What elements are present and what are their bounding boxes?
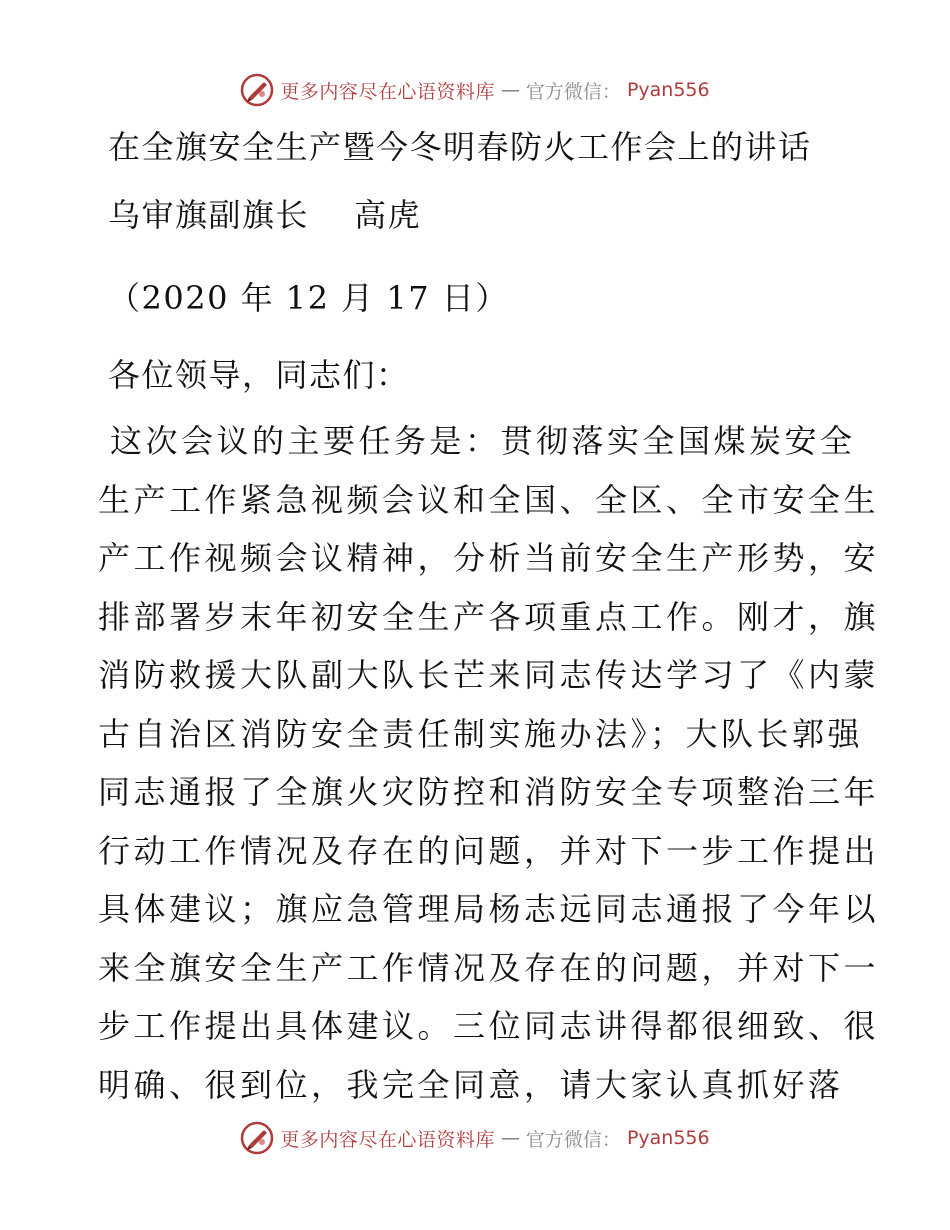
paragraph-line: 古自治区消防安全责任制实施办法》；大队长郭强 bbox=[98, 714, 864, 753]
watermark-account: Pyan556 bbox=[626, 1127, 710, 1149]
paragraph-line: 明确、很到位，我完全同意，请大家认真抓好落 bbox=[98, 1065, 844, 1104]
paragraph-line: 步工作提出具体建议。三位同志讲得都很细致、很 bbox=[98, 1007, 880, 1045]
watermark-main-text: 更多内容尽在心语资料库 bbox=[280, 80, 495, 103]
paragraph-line: 同志通报了全旗火灾防控和消防安全专项整治三年 bbox=[98, 773, 880, 811]
document-date: （2020 年 12 月 17 日） bbox=[108, 279, 509, 317]
paragraph-line: 来全旗安全生产工作情况及存在的问题，并对下一 bbox=[98, 948, 880, 987]
logo-icon bbox=[240, 73, 274, 107]
document-greeting: 各位领导，同志们： bbox=[108, 356, 410, 394]
paragraph-line: 排部署岁末年初安全生产各项重点工作。刚才，旗 bbox=[98, 597, 880, 636]
watermark-account: Pyan556 bbox=[626, 79, 710, 101]
watermark-main-text: 更多内容尽在心语资料库 bbox=[280, 1128, 495, 1151]
document-author: 乌审旗副旗长 高虎 bbox=[108, 196, 422, 234]
paragraph-line: 具体建议；旗应急管理局杨志远同志通报了今年以 bbox=[98, 890, 880, 928]
watermark-dash: — bbox=[500, 1127, 520, 1149]
paragraph-line: 生产工作紧急视频会议和全国、全区、全市安全生 bbox=[98, 480, 880, 519]
document-body bbox=[98, 118, 880, 1114]
paragraph-line: 这次会议的主要任务是：贯彻落实全国煤炭安全 bbox=[110, 422, 856, 460]
watermark-header bbox=[0, 70, 950, 110]
watermark-dash: — bbox=[500, 79, 520, 101]
watermark-footer bbox=[0, 1118, 950, 1158]
paragraph-line: 产工作视频会议精神，分析当前安全生产形势，安 bbox=[98, 539, 880, 577]
paragraph-line: 消防救援大队副大队长芒来同志传达学习了《内蒙 bbox=[98, 656, 880, 694]
watermark-sub-text: 官方微信： bbox=[525, 80, 621, 103]
logo-icon bbox=[240, 1121, 274, 1155]
document-paragraph bbox=[98, 412, 880, 1114]
watermark-sub-text: 官方微信： bbox=[525, 1128, 621, 1151]
paragraph-line: 行动工作情况及存在的问题，并对下一步工作提出 bbox=[98, 831, 880, 870]
document-title: 在全旗安全生产暨今冬明春防火工作会上的讲话 bbox=[108, 128, 812, 166]
